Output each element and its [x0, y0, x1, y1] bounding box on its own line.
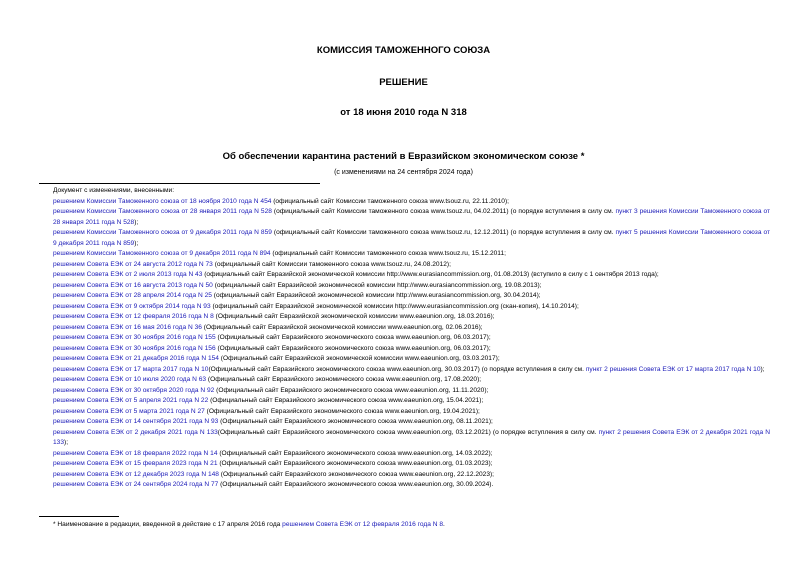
change-link[interactable]: решением Совета ЕЭК от 24 сентября 2024 года N 77 — [53, 481, 219, 488]
change-item — [39, 354, 770, 365]
change-item — [39, 365, 770, 376]
change-link[interactable]: решением Совета ЕЭК от 16 мая 2016 года N 36 — [53, 323, 202, 331]
change-item — [39, 291, 770, 302]
change-item — [39, 480, 770, 491]
change-link[interactable]: решением Совета ЕЭК от 17 марта 2017 года N 10 — [53, 365, 209, 373]
change-item — [39, 417, 770, 428]
change-link[interactable]: решением Совета ЕЭК от 2 июля 2013 года N 43 — [53, 271, 203, 278]
change-item — [39, 428, 770, 449]
change-source: (официальный сайт Комиссии таможенного союза www.tsouz.ru, 24.08.2012); — [212, 260, 451, 268]
change-source: (Официальный сайт Евразийского экономического союза www.eaeunion.org, 14.03.2022); — [217, 449, 493, 457]
change-source: (Официальный сайт Евразийского экономического союза www.eaeunion.org, 30.09.2024). — [218, 481, 494, 488]
change-link[interactable]: решением Совета ЕЭК от 15 февраля 2023 года N 21 — [53, 460, 218, 467]
change-link[interactable]: решением Совета ЕЭК от 2 декабря 2021 года N 133 — [53, 428, 218, 436]
change-link[interactable]: решением Совета ЕЭК от 5 марта 2021 года N 27 — [53, 407, 205, 415]
change-item — [39, 312, 770, 323]
change-item — [39, 260, 770, 271]
change-item — [39, 281, 770, 292]
changes-divider — [39, 183, 320, 184]
change-source: (официальный сайт Евразийской экономической комиссии http://www.eurasiancommission.org (скан-копия), 14.10.2014); — [210, 302, 579, 310]
change-source: (Официальный сайт Евразийского экономического союза www.eaeunion.org, 30.03.2017) (о порядке вступления в силу см. — [208, 365, 586, 373]
footnote-suffix: . — [443, 521, 445, 528]
organization-heading: КОМИССИЯ ТАМОЖЕННОГО СОЮЗА — [316, 45, 491, 56]
document-date-number: от 18 июня 2010 года N 318 — [340, 107, 467, 118]
changes-items — [39, 197, 770, 491]
change-source: (официальный сайт Комиссии таможенного союза www.tsouz.ru, 22.11.2010); — [271, 197, 509, 205]
document-type-heading: РЕШЕНИЕ — [379, 77, 428, 88]
change-item — [39, 386, 770, 397]
change-item — [39, 323, 770, 334]
change-link[interactable]: решением Совета ЕЭК от 30 ноября 2016 года N 155 — [53, 334, 216, 341]
change-effective-link[interactable]: пункт 2 решения Совета ЕЭК от 2 декабря 2021 года N 133 — [53, 428, 770, 446]
change-source: (Официальный сайт Евразийского экономического союза www.eaeunion.org, 17.08.2020); — [206, 376, 482, 383]
change-link[interactable]: решением Совета ЕЭК от 12 декабря 2023 года N 148 — [53, 470, 219, 478]
change-source: (официальный сайт Евразийской экономической комиссии http://www.eurasiancommission.org, 01.08.2013) (вступило в силу с 1 сентября 2013 года); — [202, 271, 659, 278]
change-link[interactable]: решением Совета ЕЭК от 12 февраля 2016 года N 8 — [53, 313, 214, 320]
change-tail: ); — [134, 218, 139, 226]
change-link[interactable]: решением Совета ЕЭК от 18 февраля 2022 года N 14 — [53, 449, 218, 457]
change-item — [39, 470, 770, 481]
change-item — [39, 459, 770, 470]
change-item — [39, 249, 770, 260]
change-link[interactable]: решением Совета ЕЭК от 30 октября 2020 года N 92 — [53, 386, 215, 394]
change-item — [39, 207, 770, 228]
change-link[interactable]: решением Совета ЕЭК от 16 августа 2013 года N 50 — [53, 281, 213, 289]
edition-note: (с изменениями на 24 сентября 2024 года) — [334, 169, 473, 176]
change-link[interactable]: решением Комиссии Таможенного союза от 9 декабря 2011 года N 859 — [53, 229, 272, 236]
change-effective-link[interactable]: пункт 5 решения Комиссии Таможенного союза от 9 декабря 2011 года N 859 — [53, 229, 771, 247]
change-source: (Официальный сайт Евразийского экономического союза www.eaeunion.org, 15.04.2021); — [208, 397, 484, 404]
change-source: (Официальный сайт Евразийского экономического союза www.eaeunion.org, 01.03.2023); — [217, 460, 493, 467]
change-source: (Официальный сайт Евразийского экономического союза www.eaeunion.org, 06.03.2017); — [215, 344, 491, 352]
change-source: (Официальный сайт Евразийского экономического союза www.eaeunion.org, 03.12.2021) (о порядке вступления в силу см. — [217, 428, 599, 436]
change-source: (Официальный сайт Евразийского экономического союза www.eaeunion.org, 22.12.2023); — [218, 470, 495, 478]
change-source: (официальный сайт Комиссии таможенного союза www.tsouz.ru, 12.12.2011) (о порядке вступления в силу см. — [271, 229, 616, 236]
change-item — [39, 407, 770, 418]
change-source: (официальный сайт Комиссии таможенного союза www.tsouz.ru, 04.02.2011) (о порядке вступления в силу см. — [271, 208, 616, 215]
change-source: (Официальный сайт Евразийской экономической комиссии www.eaeunion.org, 18.03.2016); — [213, 313, 495, 320]
footnote — [39, 520, 770, 530]
change-source: (официальный сайт Евразийской экономической комиссии http://www.eurasiancommission.org, 30.04.2014); — [211, 292, 541, 299]
change-item — [39, 270, 770, 281]
change-link[interactable]: решением Совета ЕЭК от 24 августа 2012 года N 73 — [53, 260, 213, 268]
change-item — [39, 375, 770, 386]
change-source: (Официальный сайт Евразийского экономического союза www.eaeunion.org, 06.03.2017); — [215, 334, 491, 341]
change-link[interactable]: решением Комиссии Таможенного союза от 9 декабря 2011 года N 894 — [53, 250, 271, 257]
change-item — [39, 396, 770, 407]
change-link[interactable]: решением Совета ЕЭК от 28 апреля 2014 года N 25 — [53, 292, 212, 299]
change-link[interactable]: решением Совета ЕЭК от 14 сентября 2021 года N 93 — [53, 418, 219, 425]
changes-list — [39, 186, 770, 491]
change-source: (Официальный сайт Евразийского экономического союза www.eaeunion.org, 08.11.2021); — [218, 418, 493, 425]
change-link[interactable]: решением Комиссии Таможенного союза от 28 января 2011 года N 528 — [53, 208, 272, 215]
change-source: (Официальный сайт Евразийского экономического союза www.eaeunion.org, 11.11.2020); — [214, 386, 489, 394]
change-link[interactable]: решением Комиссии Таможенного союза от 18 ноября 2010 года N 454 — [53, 197, 272, 205]
change-item — [39, 228, 770, 249]
change-tail: ); — [134, 239, 139, 247]
change-item — [39, 333, 770, 344]
change-item — [39, 344, 770, 355]
change-source: (официальный сайт Евразийской экономической комиссии http://www.eurasiancommission.org, 19.08.2013); — [212, 281, 542, 289]
change-link[interactable]: решением Совета ЕЭК от 21 декабря 2016 года N 154 — [53, 355, 219, 362]
document-title: Об обеспечении карантина растений в Евразийском экономическом союзе * — [222, 151, 585, 162]
change-item — [39, 302, 770, 313]
change-item — [39, 197, 770, 208]
change-source: (официальный сайт Комиссии таможенного союза www.tsouz.ru, 15.12.2011; — [270, 250, 506, 257]
change-source: (Официальный сайт Евразийской экономической комиссии www.eaeunion.org, 03.03.2017); — [218, 355, 500, 362]
change-link[interactable]: решением Совета ЕЭК от 10 июля 2020 года N 63 — [53, 376, 207, 383]
change-tail: ); — [64, 439, 69, 446]
footnote-prefix: * Наименование в редакции, введенной в действие с 17 апреля 2016 года — [53, 521, 283, 528]
change-source: (Официальный сайт Евразийского экономического союза www.eaeunion.org, 19.04.2021); — [204, 407, 480, 415]
change-item — [39, 449, 770, 460]
footnote-link[interactable]: решением Совета ЕЭК от 12 февраля 2016 года N 8 — [282, 521, 443, 528]
changes-intro: Документ с изменениями, внесенными: — [53, 187, 175, 194]
change-effective-link[interactable]: пункт 3 решения Комиссии Таможенного союза от 28 января 2011 года N 528 — [53, 208, 771, 226]
change-link[interactable]: решением Совета ЕЭК от 9 октября 2014 года N 93 — [53, 302, 211, 310]
change-link[interactable]: решением Совета ЕЭК от 5 апреля 2021 года N 22 — [53, 397, 209, 404]
footnote-divider — [39, 516, 119, 517]
change-tail: ); — [760, 365, 765, 373]
change-link[interactable]: решением Совета ЕЭК от 30 ноября 2016 года N 156 — [53, 344, 216, 352]
change-source: (Официальный сайт Евразийской экономической комиссии www.eaeunion.org, 02.06.2016); — [201, 323, 483, 331]
change-effective-link[interactable]: пункт 2 решения Совета ЕЭК от 17 марта 2017 года N 10 — [585, 365, 761, 373]
